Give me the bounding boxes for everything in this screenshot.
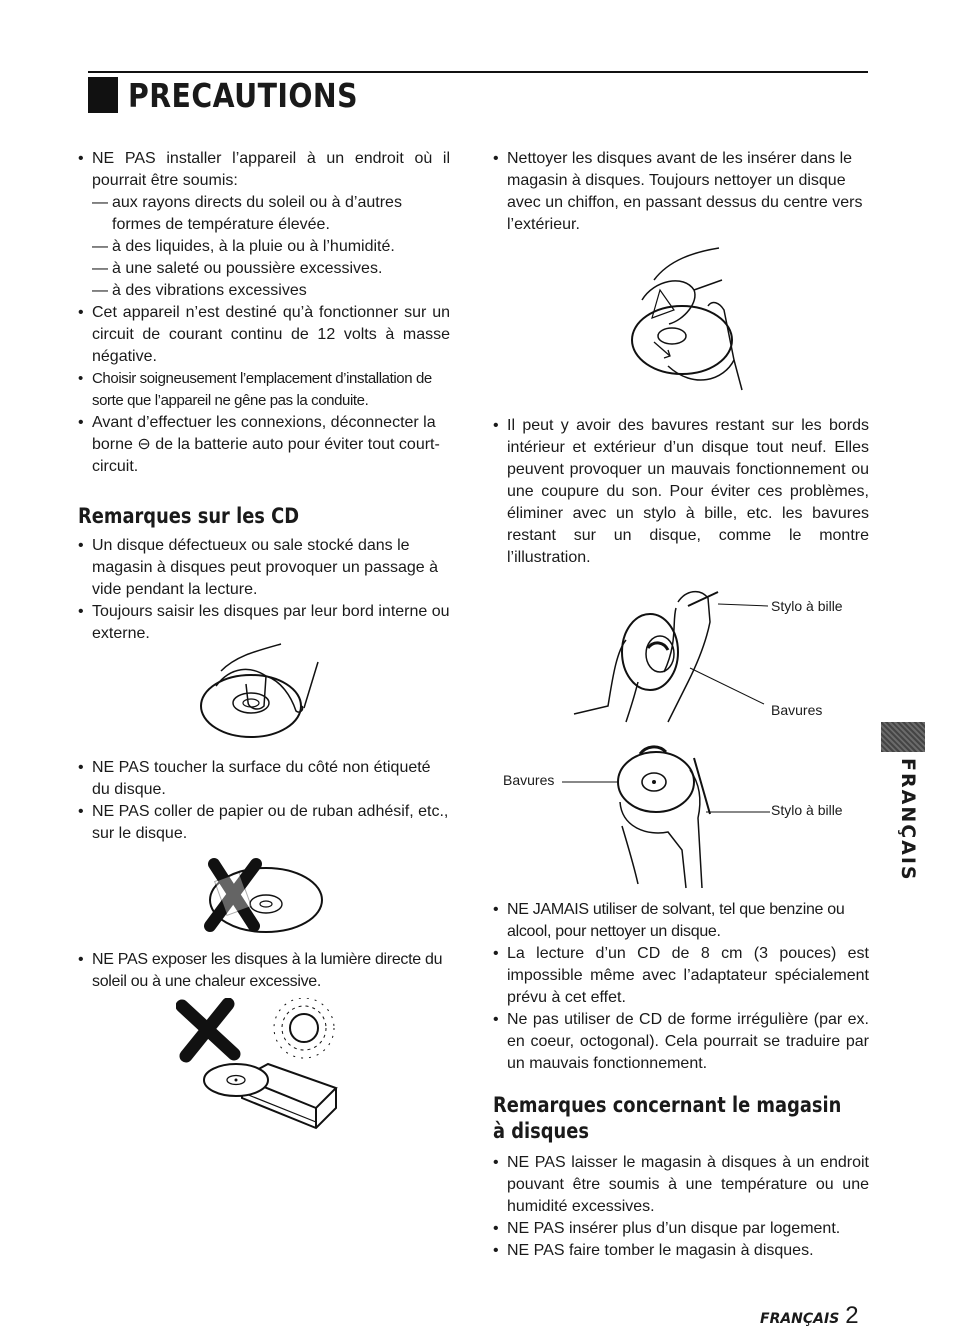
- condition-sun: — aux rayons directs du soleil ou à d’autres formes de température élevée.: [92, 192, 450, 236]
- burrs-illustration-bottom: [562, 740, 772, 890]
- page-number: 2: [845, 1302, 859, 1329]
- cd8-note: • La lecture d’un CD de 8 cm (3 pouces) est impossible même avec l’adaptateur spécialement prévu à cet effet.: [493, 943, 869, 1009]
- page-header: [88, 74, 395, 116]
- burrs-note: • Il peut y avoir des bavures restant sur les bords intérieur et extérieur d’un disque tout neuf. Elles peuvent provoquer un mauvais fonctionnement ou une coupure du son. Pour éviter ces problèmes, éliminer avec un stylo à bille, etc. les bavures restant sur un disque, comme le montre l’illustration.: [493, 415, 869, 569]
- cd-notes-list-2: [78, 757, 450, 845]
- solvent-note: • NE JAMAIS utiliser de solvant, tel que benzine ou alcool, pour nettoyer un disque.: [493, 899, 869, 943]
- magazine-heading-line-1: Remarques concernant le magasin: [493, 1093, 842, 1117]
- cd-notes-heading: Remarques sur les CD: [78, 504, 300, 528]
- cd-notes-list-3: [78, 949, 450, 993]
- label-pen-bottom: Stylo à bille: [771, 802, 843, 818]
- magazine-note-temperature: • NE PAS laisser le magasin à disques à un endroit pouvant être soumis à une température ou une humidité excessives.: [493, 1152, 869, 1218]
- precaution-location: • Choisir soigneusement l’emplacement d’installation de sorte que l’appareil ne gêne pas la conduite.: [78, 368, 450, 412]
- condition-vibration: — à des vibrations excessives: [92, 280, 450, 302]
- burrs-note-wrap: [493, 415, 869, 569]
- condition-liquid: — à des liquides, à la pluie ou à l’humidité.: [92, 236, 450, 258]
- language-tab-marker: [881, 722, 925, 752]
- cd-note-defective: • Un disque défectueux ou sale stocké dans le magasin à disques peut provoquer un passage à vide pendant la lecture.: [78, 535, 450, 601]
- clean-disc-illustration: [624, 240, 764, 400]
- language-tab-label: FRANÇAIS: [897, 758, 919, 882]
- cd-heading-wrap: [78, 503, 338, 529]
- label-pen-top: Stylo à bille: [771, 598, 843, 614]
- right-column: [493, 148, 869, 236]
- clean-disc-note: • Nettoyer les disques avant de les insérer dans le magasin à disques. Toujours nettoyer un disque avec un chiffon, en passant dessus du centre vers l’extérieur.: [493, 148, 869, 236]
- precaution-12v: • Cet appareil n’est destiné qu’à fonctionner sur un circuit de courant continu de 12 volts à masse négative.: [78, 302, 450, 368]
- no-tape-illustration: [196, 856, 326, 936]
- cd-note-hold: • Toujours saisir les disques par leur bord interne ou externe.: [78, 601, 450, 645]
- magazine-note-drop: • NE PAS faire tomber le magasin à disques.: [493, 1240, 869, 1262]
- footer-language: FRANÇAIS: [760, 1311, 840, 1327]
- header-rule: [88, 71, 868, 73]
- precaution-battery: • Avant d’effectuer les connexions, déconnecter la borne ⊖ de la batterie auto pour éviter tout court-circuit.: [78, 412, 450, 478]
- cd-note-touch: • NE PAS toucher la surface du côté non étiqueté du disque.: [78, 757, 450, 801]
- condition-dirt: — à une saleté ou poussière excessives.: [92, 258, 450, 280]
- page-title: PRECAUTIONS: [128, 75, 358, 115]
- label-burrs-top: Bavures: [771, 702, 823, 718]
- title-marker: [88, 77, 118, 113]
- cd-note-sun: • NE PAS exposer les disques à la lumière directe du soleil ou à une chaleur excessive.: [78, 949, 450, 993]
- label-burrs-bottom: Bavures: [503, 772, 555, 788]
- install-conditions: [78, 192, 450, 302]
- cd-note-tape: • NE PAS coller de papier ou de ruban adhésif, etc., sur le disque.: [78, 801, 450, 845]
- magazine-heading-wrap: [493, 1092, 903, 1144]
- burrs-illustration-top: [568, 582, 768, 732]
- magazine-heading-line-2: à disques: [493, 1119, 589, 1143]
- no-sun-illustration: [176, 998, 346, 1143]
- disc-notes-right: [493, 899, 869, 1075]
- left-column: [78, 148, 450, 478]
- hold-disc-illustration: [196, 636, 326, 746]
- precaution-install: • NE PAS installer l’appareil à un endroit où il pourrait être soumis:: [78, 148, 450, 192]
- cd-notes-list: [78, 535, 450, 645]
- page-footer: [760, 1302, 859, 1330]
- irregular-cd-note: • Ne pas utiliser de CD de forme irrégulière (par ex. en coeur, octogonal). Cela pourrait se traduire par un mauvais fonctionnement.: [493, 1009, 869, 1075]
- magazine-notes: [493, 1152, 869, 1262]
- magazine-note-one-disc: • NE PAS insérer plus d’un disque par logement.: [493, 1218, 869, 1240]
